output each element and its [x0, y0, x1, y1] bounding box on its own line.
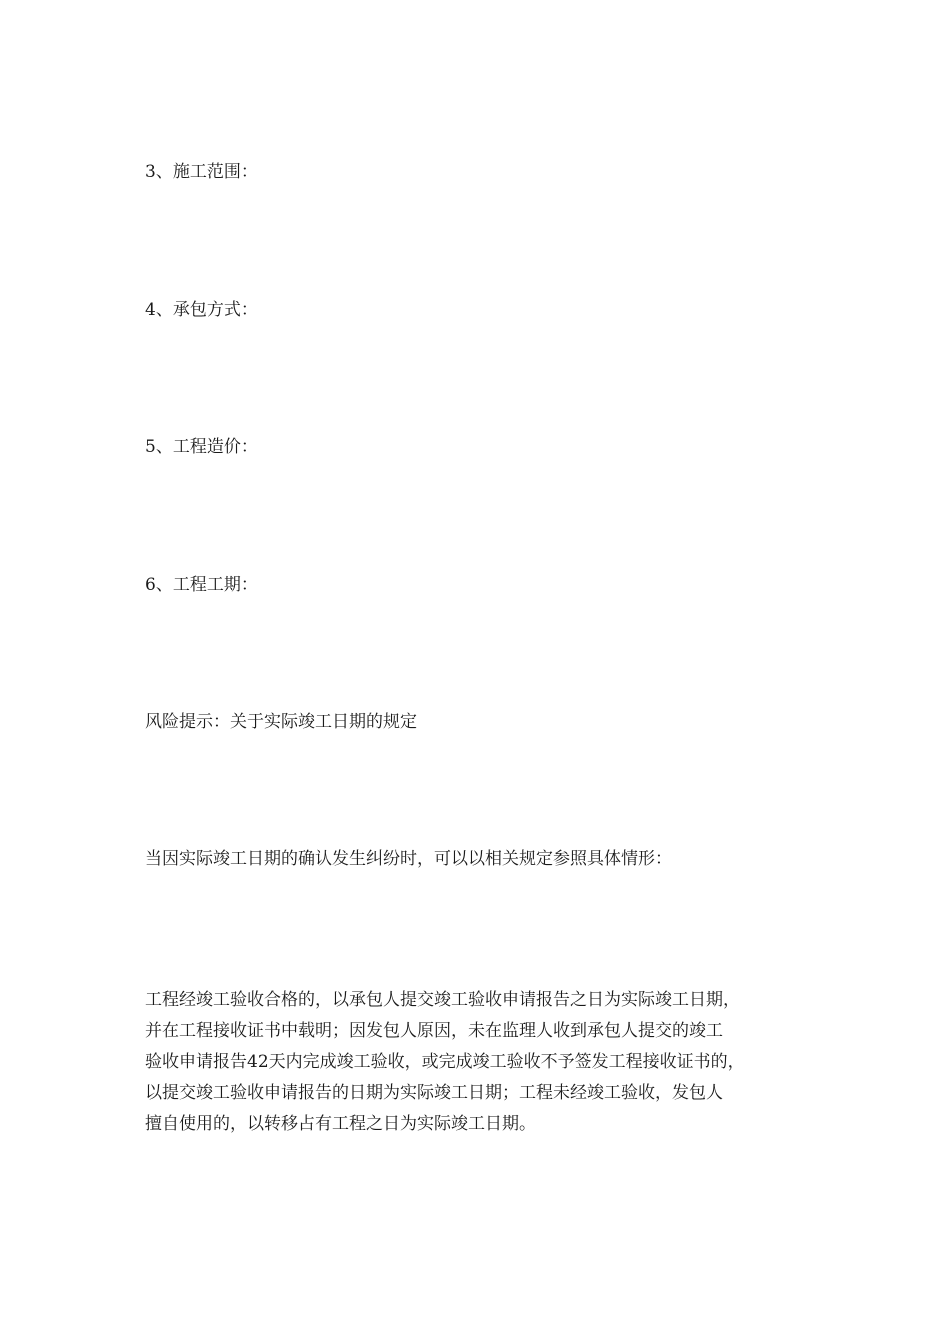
item-project-duration: 6、工程工期：	[145, 575, 258, 595]
intro-sentence: 当因实际竣工日期的确认发生纠纷时，可以以相关规定参照具体情形：	[145, 849, 672, 869]
item-construction-scope: 3、施工范围：	[145, 162, 258, 182]
paragraph-line: 验收申请报告42天内完成竣工验收，或完成竣工验收不予签发工程接收证书的，	[145, 1052, 745, 1072]
risk-notice-heading: 风险提示：关于实际竣工日期的规定	[145, 712, 417, 732]
item-contracting-method: 4、承包方式：	[145, 300, 258, 320]
paragraph-line: 擅自使用的，以转移占有工程之日为实际竣工日期。	[145, 1114, 536, 1134]
paragraph-line: 工程经竣工验收合格的，以承包人提交竣工验收申请报告之日为实际竣工日期，	[145, 990, 740, 1010]
paragraph-line: 并在工程接收证书中载明；因发包人原因，未在监理人收到承包人提交的竣工	[145, 1021, 723, 1041]
completion-date-paragraph	[145, 985, 815, 1140]
paragraph-line: 以提交竣工验收申请报告的日期为实际竣工日期；工程未经竣工验收，发包人	[145, 1083, 723, 1103]
item-project-cost: 5、工程造价：	[145, 437, 258, 457]
